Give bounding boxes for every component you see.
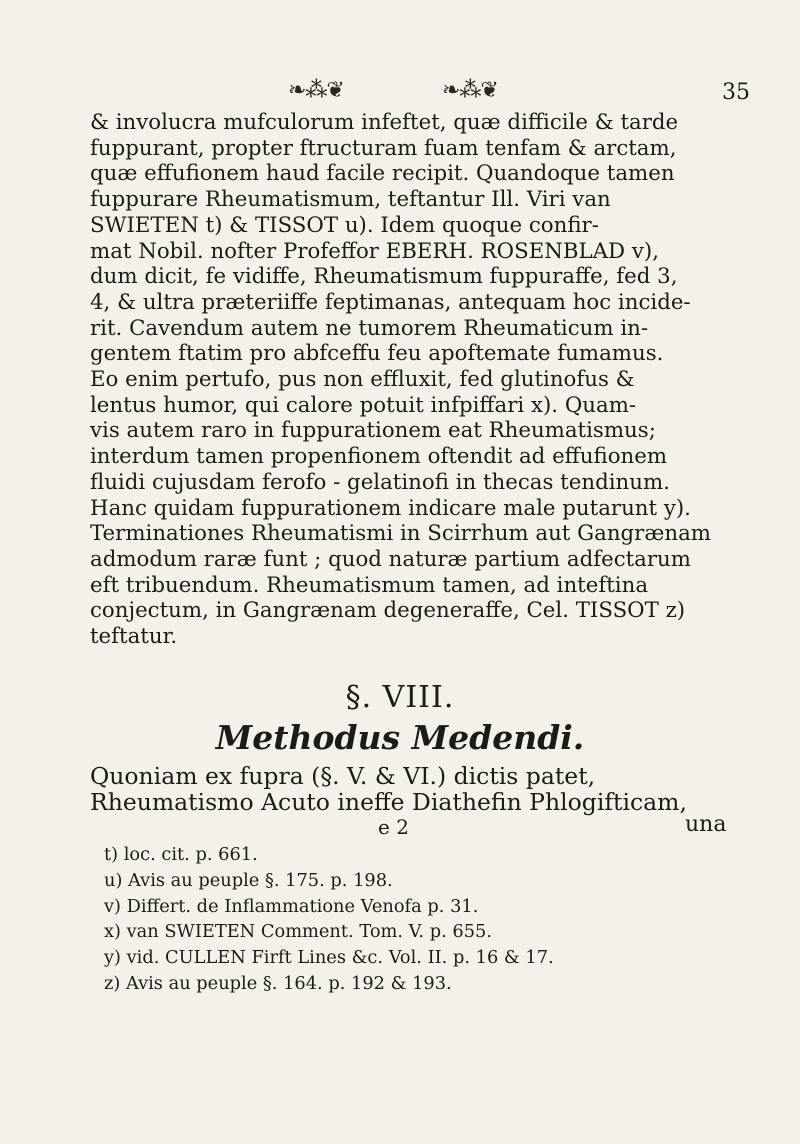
text-line: Hanc quidam fuppurationem indicare male putarunt y).	[90, 495, 691, 521]
footnotes	[104, 842, 744, 997]
text-line: quæ effufionem haud facile recipit. Quandoque tamen	[90, 161, 675, 187]
methodus-paragraph	[90, 764, 750, 815]
text-line: fluidi cujusdam ferofo - gelatinofi in thecas tendinum.	[90, 469, 670, 495]
page-number: 35	[722, 80, 750, 105]
text-line: gentem ftatim pro abfceffu feu apoftemate fumamus.	[90, 341, 664, 367]
text-line: 4, & ultra præteriiffe feptimanas, antequam hoc incide-	[90, 289, 691, 315]
text-line: vis autem raro in fuppurationem eat Rheumatismus;	[90, 418, 656, 444]
section-title: Methodus Medendi.	[215, 718, 585, 757]
text-line: eft tribuendum. Rheumatismum tamen, ad inteftina	[90, 572, 649, 598]
text-line: rit. Cavendum autem ne tumorem Rheumaticum in-	[90, 315, 649, 341]
text-line: mat Nobil. nofter Profeffor EBERH. ROSENBLAD v),	[90, 238, 660, 264]
header-ornament-right: ❧⁂❦	[442, 78, 498, 103]
text-line: SWIETEN t) & TISSOT u). Idem quoque confir-	[90, 212, 599, 238]
section-number: §. VIII.	[345, 680, 455, 715]
footnote: t) loc. cit. p. 661.	[104, 844, 258, 865]
header-ornament-left: ❧⁂❦	[288, 78, 344, 103]
text-line: Eo enim pertufo, pus non effluxit, fed glutinofus &	[90, 367, 635, 393]
signature-mark: e 2	[378, 815, 409, 839]
text-line: fuppurare Rheumatismum, teftantur Ill. Viri van	[90, 187, 611, 213]
footnote: x) van SWIETEN Comment. Tom. V. p. 655.	[104, 921, 492, 943]
text-line: conjectum, in Gangrænam degeneraffe, Cel. TISSOT z)	[90, 598, 686, 624]
text-line: Quoniam ex fupra (§. V. & VI.) dictis patet,	[90, 762, 596, 790]
text-line: fuppurant, propter ftructuram fuam tenfam & arctam,	[90, 135, 677, 161]
catchword: una	[685, 812, 727, 837]
text-line: dum dicit, fe vidiffe, Rheumatismum fuppuraffe, fed 3,	[90, 264, 678, 290]
main-paragraph	[90, 110, 740, 650]
text-line: lentus humor, qui calore potuit infpiffari x). Quam-	[90, 392, 637, 418]
text-line: admodum raræ funt ; quod naturæ partium adfectarum	[90, 546, 691, 572]
footnote: v) Differt. de Inflammatione Venofa p. 31.	[104, 895, 479, 917]
footnote: y) vid. CULLEN Firft Lines &c. Vol. II. p. 16 & 17.	[104, 947, 554, 969]
text-line: Rheumatismo Acuto ineffe Diathefin Phlogifticam,	[90, 787, 687, 816]
text-line: interdum tamen propenfionem oftendit ad effufionem	[90, 444, 668, 470]
text-line: teftatur.	[90, 624, 178, 650]
footnote: u) Avis au peuple §. 175. p. 198.	[104, 869, 393, 891]
text-line: Terminationes Rheumatismi in Scirrhum aut Gangrænam	[90, 521, 711, 547]
footnote: z) Avis au peuple §. 164. p. 192 & 193.	[104, 972, 452, 994]
text-line: & involucra mufculorum infeftet, quæ difficile & tarde	[90, 110, 679, 135]
